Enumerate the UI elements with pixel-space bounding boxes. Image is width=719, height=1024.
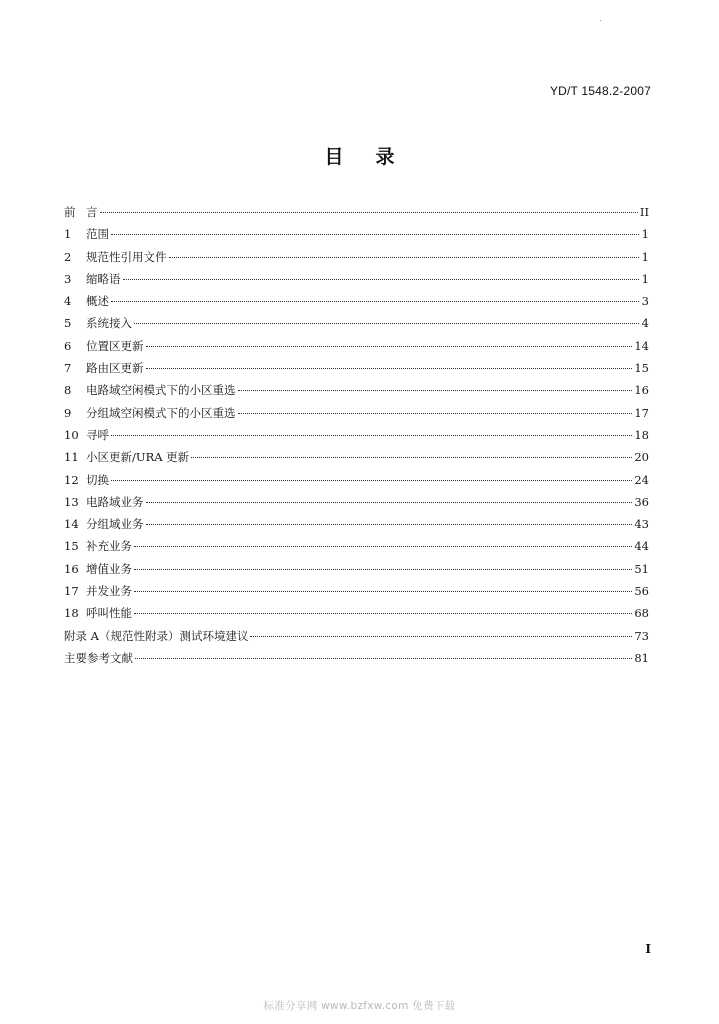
toc-entry-title: 路由区更新 bbox=[86, 361, 144, 376]
dot-leader bbox=[134, 613, 632, 614]
toc-entry-page: 68 bbox=[634, 606, 649, 621]
dot-leader bbox=[111, 480, 632, 481]
dot-leader bbox=[134, 323, 639, 324]
toc-entry-title: 系统接入 bbox=[86, 316, 132, 331]
toc-entry-page: 17 bbox=[634, 405, 649, 420]
toc-entry-appendix[interactable] bbox=[64, 625, 649, 647]
dot-leader bbox=[134, 569, 632, 570]
dot-leader bbox=[238, 413, 633, 414]
toc-title-right: 录 bbox=[375, 146, 395, 168]
toc-entry-title: 位置区更新 bbox=[86, 338, 144, 353]
standard-number: YD/T 1548.2-2007 bbox=[549, 84, 651, 98]
toc-entry-title: 言 bbox=[86, 205, 98, 219]
toc-entry-page: 24 bbox=[634, 472, 649, 487]
toc-entry-page: 1 bbox=[641, 271, 649, 286]
toc-list bbox=[64, 201, 649, 669]
toc-entry-title: 小区更新/URA 更新 bbox=[86, 450, 190, 465]
dot-leader bbox=[111, 234, 639, 235]
toc-entry[interactable] bbox=[64, 223, 649, 245]
toc-entry-title: 分组域业务 bbox=[86, 517, 144, 532]
toc-entry-number: 3 bbox=[64, 271, 72, 286]
toc-entry-title: 增值业务 bbox=[86, 561, 132, 576]
toc-entry[interactable] bbox=[64, 357, 649, 379]
toc-entry-title: 主要参考文献 bbox=[64, 650, 133, 665]
toc-title bbox=[0, 142, 719, 169]
toc-entry-number: 4 bbox=[64, 294, 72, 309]
toc-entry-title: 电路域业务 bbox=[86, 494, 144, 509]
toc-entry-title: 寻呼 bbox=[86, 427, 109, 442]
toc-entry-title: 呼叫性能 bbox=[86, 606, 132, 621]
toc-entry-page: 4 bbox=[641, 316, 649, 331]
toc-entry-title: 并发业务 bbox=[86, 584, 132, 599]
dot-leader bbox=[111, 435, 632, 436]
toc-entry-title: 附录 A（规范性附录）测试环境建议 bbox=[64, 628, 249, 643]
toc-entry[interactable] bbox=[64, 535, 649, 557]
scan-speck bbox=[600, 20, 601, 21]
toc-entry[interactable] bbox=[64, 558, 649, 580]
toc-entry-title: 分组域空闲模式下的小区重选 bbox=[86, 405, 236, 420]
toc-entry-title: 补充业务 bbox=[86, 539, 132, 554]
toc-entry[interactable] bbox=[64, 379, 649, 401]
toc-entry-number: 9 bbox=[64, 405, 72, 420]
toc-entry[interactable] bbox=[64, 246, 649, 268]
toc-entry-number: 17 bbox=[64, 584, 79, 599]
toc-entry-page: 43 bbox=[634, 517, 649, 532]
toc-entry-references[interactable] bbox=[64, 647, 649, 669]
toc-entry-page: II bbox=[639, 205, 649, 219]
toc-entry-number: 5 bbox=[64, 316, 72, 331]
toc-entry-page: 3 bbox=[641, 294, 649, 309]
dot-leader bbox=[146, 346, 633, 347]
page-number: I bbox=[645, 942, 651, 956]
toc-entry-page: 36 bbox=[634, 494, 649, 509]
toc-entry-page: 18 bbox=[634, 427, 649, 442]
toc-entry-number: 11 bbox=[64, 450, 79, 465]
toc-entry[interactable] bbox=[64, 446, 649, 468]
dot-leader bbox=[146, 524, 633, 525]
toc-entry-number: 10 bbox=[64, 427, 79, 442]
dot-leader bbox=[169, 257, 640, 258]
toc-entry[interactable] bbox=[64, 312, 649, 334]
dot-leader bbox=[111, 301, 639, 302]
toc-entry-title: 概述 bbox=[86, 294, 109, 309]
toc-entry-title: 范围 bbox=[86, 227, 109, 242]
toc-entry-title: 缩略语 bbox=[86, 271, 121, 286]
toc-entry[interactable] bbox=[64, 491, 649, 513]
toc-entry-number: 12 bbox=[64, 472, 79, 487]
toc-entry-number: 2 bbox=[64, 249, 72, 264]
toc-entry-page: 16 bbox=[634, 383, 649, 398]
toc-entry-page: 15 bbox=[634, 361, 649, 376]
toc-entry[interactable] bbox=[64, 268, 649, 290]
toc-entry[interactable] bbox=[64, 402, 649, 424]
dot-leader bbox=[135, 658, 632, 659]
dot-leader bbox=[146, 502, 633, 503]
dot-leader bbox=[123, 279, 640, 280]
dot-leader bbox=[134, 591, 632, 592]
dot-leader bbox=[100, 212, 638, 213]
watermark-text: 标准分享网 www.bzfxw.com 免费下载 bbox=[263, 1000, 456, 1012]
toc-entry-number: 15 bbox=[64, 539, 79, 554]
toc-entry-number: 前 bbox=[64, 205, 76, 219]
toc-entry[interactable] bbox=[64, 201, 649, 223]
toc-entry[interactable] bbox=[64, 580, 649, 602]
toc-entry-page: 1 bbox=[641, 249, 649, 264]
toc-entry-number: 14 bbox=[64, 517, 79, 532]
toc-entry-page: 20 bbox=[634, 450, 649, 465]
toc-entry[interactable] bbox=[64, 290, 649, 312]
toc-entry[interactable] bbox=[64, 335, 649, 357]
toc-entry-page: 14 bbox=[634, 338, 649, 353]
toc-entry-number: 16 bbox=[64, 561, 79, 576]
dot-leader bbox=[238, 390, 633, 391]
toc-entry[interactable] bbox=[64, 602, 649, 624]
toc-entry-title: 切换 bbox=[86, 472, 109, 487]
dot-leader bbox=[250, 636, 632, 637]
dot-leader bbox=[134, 546, 632, 547]
toc-entry-page: 81 bbox=[634, 650, 649, 665]
toc-entry-number: 1 bbox=[64, 227, 72, 242]
toc-entry-number: 7 bbox=[64, 361, 72, 376]
toc-entry-page: 73 bbox=[634, 628, 649, 643]
toc-entry[interactable] bbox=[64, 469, 649, 491]
dot-leader bbox=[191, 457, 632, 458]
toc-entry-number: 13 bbox=[64, 494, 79, 509]
toc-entry-number: 8 bbox=[64, 383, 72, 398]
toc-entry-number: 18 bbox=[64, 606, 79, 621]
toc-entry[interactable] bbox=[64, 513, 649, 535]
toc-entry-page: 1 bbox=[641, 227, 649, 242]
toc-entry-page: 51 bbox=[634, 561, 649, 576]
toc-entry-number: 6 bbox=[64, 338, 72, 353]
toc-entry-page: 44 bbox=[634, 539, 649, 554]
dot-leader bbox=[146, 368, 633, 369]
toc-entry-title: 规范性引用文件 bbox=[86, 249, 167, 264]
toc-entry-page: 56 bbox=[634, 584, 649, 599]
toc-entry-title: 电路域空闲模式下的小区重选 bbox=[86, 383, 236, 398]
toc-entry[interactable] bbox=[64, 424, 649, 446]
toc-title-left: 目 bbox=[324, 146, 344, 168]
